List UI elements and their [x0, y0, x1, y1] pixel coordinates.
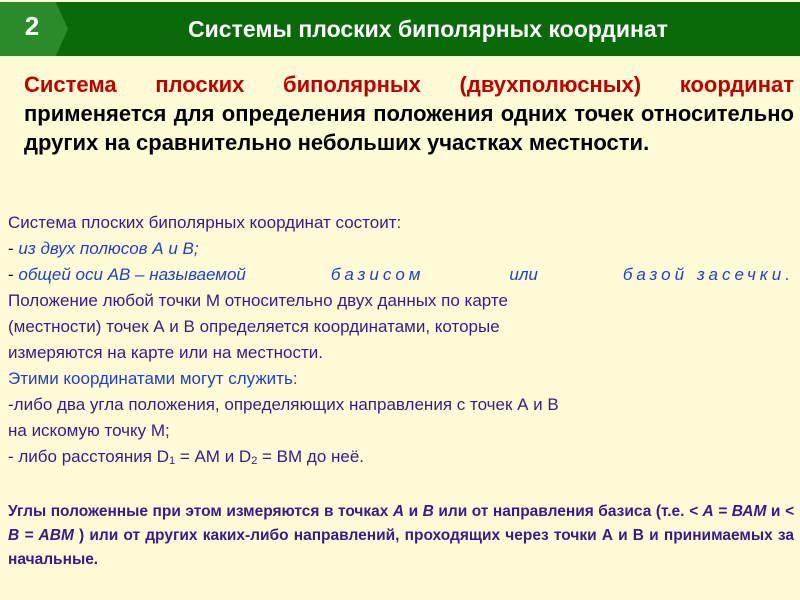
subscript-1: 1 [168, 455, 176, 467]
note-text-1: Углы положенные при этом измеряются в точках [8, 503, 393, 520]
or-word: или [509, 265, 538, 284]
and-word-2: и [766, 503, 785, 520]
option-angles-line-1: -либо два угла положения, определяющих направления с точек А и В [8, 395, 559, 414]
angle-a: < А = ВАМ [688, 503, 767, 520]
distances-mid: = АМ и D [175, 447, 252, 466]
base-term: базой засечки. [622, 265, 794, 284]
axis-text: общей оси АВ – называемой [18, 265, 246, 284]
list-dash: - [8, 239, 19, 258]
option-angles-line-2: на искомую точку М; [8, 421, 170, 440]
composition-heading: Система плоских биполярных координат состоит: [8, 213, 402, 232]
slide-title: Системы плоских биполярных координат [188, 16, 668, 42]
body-text [8, 210, 794, 472]
angles-note [8, 500, 794, 572]
slide-header [0, 0, 800, 58]
list-item-axis [8, 262, 794, 288]
list-item-poles [8, 236, 794, 262]
position-line-1: Положение любой точки М относительно двух данных по карте [8, 291, 508, 310]
subscript-2: 2 [251, 455, 258, 467]
distances-suffix: = ВМ до неё. [257, 447, 365, 466]
coords-heading: Этими координатами могут служить: [8, 369, 298, 388]
intro-term: Система плоских биполярных (двухполюсных) координат [24, 72, 794, 97]
slide-number: 2 [24, 11, 40, 41]
basis-term: базисом [330, 265, 425, 284]
poles-text: из двух полюсов А и В; [18, 239, 199, 258]
intro-text: применяется для определения положения одних точек относительно других на сравнительно небольших участках местности. [24, 101, 794, 155]
option-distances [8, 444, 794, 472]
and-word: и [404, 503, 423, 520]
position-line-2: (местности) точек А и В определяется координатами, которые [8, 317, 500, 336]
angle-b: < В = АВМ [8, 503, 794, 544]
point-b: В [422, 503, 434, 520]
position-line-3: измеряются на карте или на местности. [8, 343, 323, 362]
list-dash: - [8, 265, 19, 284]
intro-paragraph [24, 70, 794, 157]
distances-prefix: - либо расстояния D [8, 447, 169, 466]
point-a: А [392, 503, 405, 520]
note-text-3: ) или от других каких-либо направлений, проходящих через точки А и В и принимаемых за начальные. [8, 527, 794, 568]
note-text-2: или от направления базиса (т.е. [433, 503, 689, 520]
